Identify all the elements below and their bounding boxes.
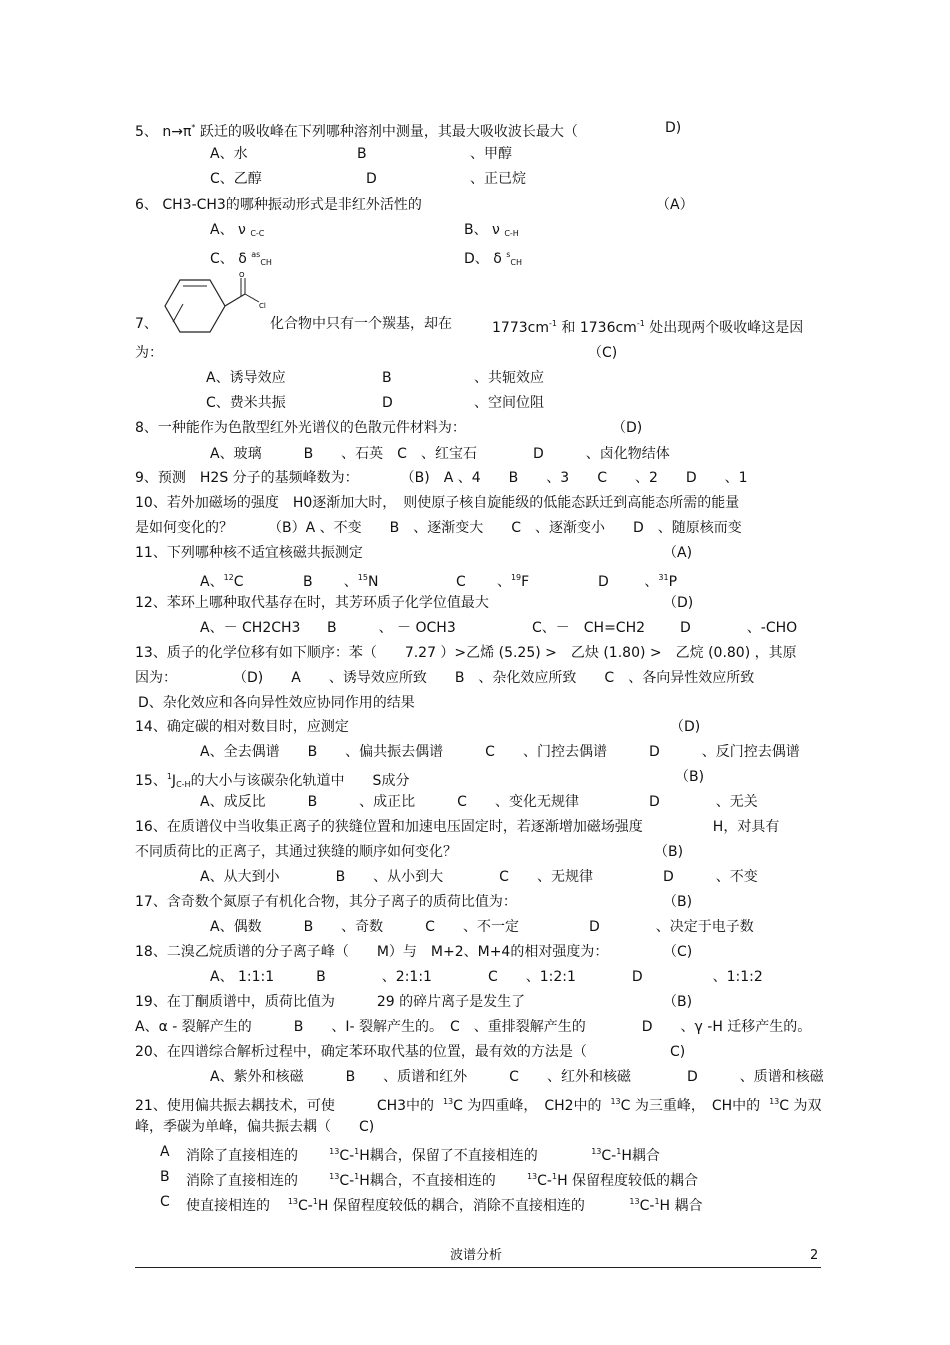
q6-stem: 6、 CH3-CH3的哪种振动形式是非红外活性的 (135, 197, 422, 213)
q12-option-d: D 、-CHO (680, 620, 798, 636)
q16-answer: （B) (654, 844, 684, 860)
q20-answer: C) (670, 1044, 686, 1060)
q7-option-d: D (382, 395, 393, 411)
q7-number: 7、 (135, 316, 158, 332)
q5-option-d-text: 、正已烷 (470, 171, 526, 187)
q6-option-a: A、 ν $_{C-C}$ (210, 222, 265, 238)
q11-option-a: A、$^{12}$C (200, 573, 244, 590)
q13-cont: 因为： （D) A 、诱导效应所致 B 、杂化效应所致 C 、各向异性效应所致 (135, 670, 755, 686)
q10-stem: 10、若外加磁场的强度 H0逐渐加大时， 则使原子核自旋能级的低能态跃迁到高能态所需的能量 (135, 495, 740, 511)
structure-oxygen-label: O (239, 271, 245, 279)
q12-answer: （D) (663, 595, 694, 611)
q8-answer: （D) (612, 420, 643, 436)
q18-options: A、 1:1:1 B 、2:1:1 C 、1:2:1 D 、1:1:2 (210, 969, 763, 985)
q18-answer: （C) (663, 944, 693, 960)
q12-option-a: A、－ CH2CH3 (200, 620, 301, 636)
q15-options: A、成反比 B 、成正比 C 、变化无规律 D 、无关 (200, 794, 758, 810)
q7-option-b: B (382, 370, 392, 386)
q7-stem-cont: 为： (135, 345, 163, 361)
q13-stem: 13、质子的化学位移有如下顺序：苯（ 7.27 ）>乙烯 (5.25) > 乙炔 (1.80) > 乙烷 (0.80) ，其原 (135, 645, 797, 661)
q8-stem: 8、一种能作为色散型红外光谱仪的色散元件材料为： (135, 420, 466, 436)
q19-cont: A、α - 裂解产生的 B 、I- 裂解产生的。 C 、重排裂解产生的 D 、γ -H 迁移产生的。 (135, 1019, 812, 1035)
structure-chlorine-label: Cl (259, 302, 266, 310)
q13-cont2: D、杂化效应和各向异性效应协同作用的结果 (138, 695, 415, 711)
q11-answer: （A) (663, 545, 693, 561)
q7-stem-a: 化合物中只有一个羰基，却在 (270, 316, 452, 332)
q21-option-a-label: A (160, 1144, 170, 1160)
q7-option-d-text: 、空间位阻 (474, 395, 544, 411)
q15-stem: 15、$^1J_{C-H}$的大小与该碳杂化轨道中 S成分 (135, 772, 410, 789)
q21-option-b: 消除了直接相连的 $^{13}$C-$^1$H耦合，不直接相连的 $^{13}$C-$^1$H 保留程度较低的耦合 (186, 1172, 699, 1189)
q6-answer: （A） (656, 197, 694, 213)
page-number: 2 (810, 1248, 819, 1263)
q17-answer: （B) (663, 894, 693, 910)
footer-rule (135, 1267, 821, 1268)
q16-stem: 16、在质谱仪中当收集正离子的狭缝位置和加速电压固定时，若逐渐增加磁场强度 H，对具有 (135, 819, 780, 835)
footer-title: 波谱分析 (450, 1248, 503, 1263)
benzoyl-chloride-structure (155, 270, 270, 335)
q21-option-c: 使直接相连的 $^{13}$C-$^1$H 保留程度较低的耦合，消除不直接相连的 $^{13}$C-$^1$H 耦合 (186, 1197, 703, 1214)
q21-option-a: 消除了直接相连的 $^{13}$C-$^1$H耦合，保留了不直接相连的 $^{13}$C-$^1$H耦合 (186, 1147, 660, 1164)
q7-answer: （C) (588, 345, 618, 361)
q20-stem: 20、在四谱综合解析过程中，确定苯环取代基的位置，最有效的方法是（ (135, 1044, 587, 1060)
q12-stem: 12、苯环上哪种取代基存在时，其芳环质子化学位值最大 (135, 595, 489, 611)
q16-options: A、从大到小 B 、从小到大 C 、无规律 D 、不变 (200, 869, 758, 885)
q11-option-c: C 、$^{19}$F (456, 573, 530, 590)
q6-option-b: B、 ν $_{C-H}$ (464, 222, 519, 238)
q5-option-c: C、乙醇 (210, 171, 262, 187)
q11-option-b: B 、$^{15}$N (303, 573, 379, 590)
q21-cont: 峰，季碳为单峰，偏共振去耦（ C) (135, 1119, 375, 1135)
q16-cont: 不同质荷比的正离子，其通过狭缝的顺序如何变化？ (135, 844, 457, 860)
q5-option-a: A、水 (210, 146, 248, 162)
q17-options: A、偶数 B 、奇数 C 、不一定 D 、决定于电子数 (210, 919, 754, 935)
q9-stem: 9、预测 H2S 分子的基频峰数为： （B) A 、4 B 、3 C 、2 D 、1 (135, 470, 748, 486)
q7-option-b-text: 、共轭效应 (474, 370, 544, 386)
q6-option-d: D、 δ $^s_{CH}$ (464, 250, 523, 267)
q15-answer: （B) (675, 769, 705, 785)
q8-options: A、玻璃 B 、石英 C 、红宝石 D 、卤化物结体 (210, 446, 670, 462)
q7-option-a: A、诱导效应 (206, 370, 286, 386)
q19-answer: （B) (663, 994, 693, 1010)
q11-stem: 11、下列哪种核不适宜核磁共振测定 (135, 545, 363, 561)
q7-stem-b: $1773cm^{-1}$ 和 $1736cm^{-1}$ 处出现两个吸收峰这是因 (492, 319, 804, 336)
q5-option-d: D (366, 171, 377, 187)
q5-option-b-text: 、甲醇 (470, 146, 512, 162)
q12-option-b: B 、 － OCH3 (327, 620, 456, 636)
q5-stem: 5、 n→π* 跃迁的吸收峰在下列哪种溶剂中测量，其最大吸收波长最大（ (135, 123, 578, 140)
q10-cont: 是如何变化的？ （B）A 、不变 B 、逐渐变大 C 、逐渐变小 D 、随原核而变 (135, 520, 742, 536)
q6-option-c: C、 δ $^{as}_{CH}$ (210, 250, 272, 267)
q11-option-d: D 、$^{31}$P (598, 573, 678, 590)
q18-stem: 18、二溴乙烷质谱的分子离子峰（ M）与 M+2、M+4的相对强度为： (135, 944, 609, 960)
q17-stem: 17、含奇数个氮原子有机化合物，其分子离子的质荷比值为： (135, 894, 517, 910)
q19-stem: 19、在丁酮质谱中，质荷比值为 29 的碎片离子是发生了 (135, 994, 526, 1010)
q21-stem: 21、使用偏共振去耦技术，可使 CH3中的 $^{13}$C 为四重峰， CH2中的 $^{13}$C 为三重峰， CH中的 $^{13}$C 为双 (135, 1097, 822, 1114)
q14-stem: 14、确定碳的相对数目时，应测定 (135, 719, 349, 735)
q5-answer: D) (665, 120, 682, 136)
q12-option-c: C、－ CH=CH2 (532, 620, 646, 636)
q21-option-c-label: C (160, 1194, 170, 1210)
q20-options: A、紫外和核磁 B 、质谱和红外 C 、红外和核磁 D 、质谱和核磁 (210, 1069, 824, 1085)
q7-option-c: C、费米共振 (206, 395, 286, 411)
q5-option-b: B (357, 146, 367, 162)
q14-answer: （D) (670, 719, 701, 735)
q14-options: A、全去偶谱 B 、偏共振去偶谱 C 、门控去偶谱 D 、反门控去偶谱 (200, 744, 800, 760)
q21-option-b-label: B (160, 1169, 170, 1185)
